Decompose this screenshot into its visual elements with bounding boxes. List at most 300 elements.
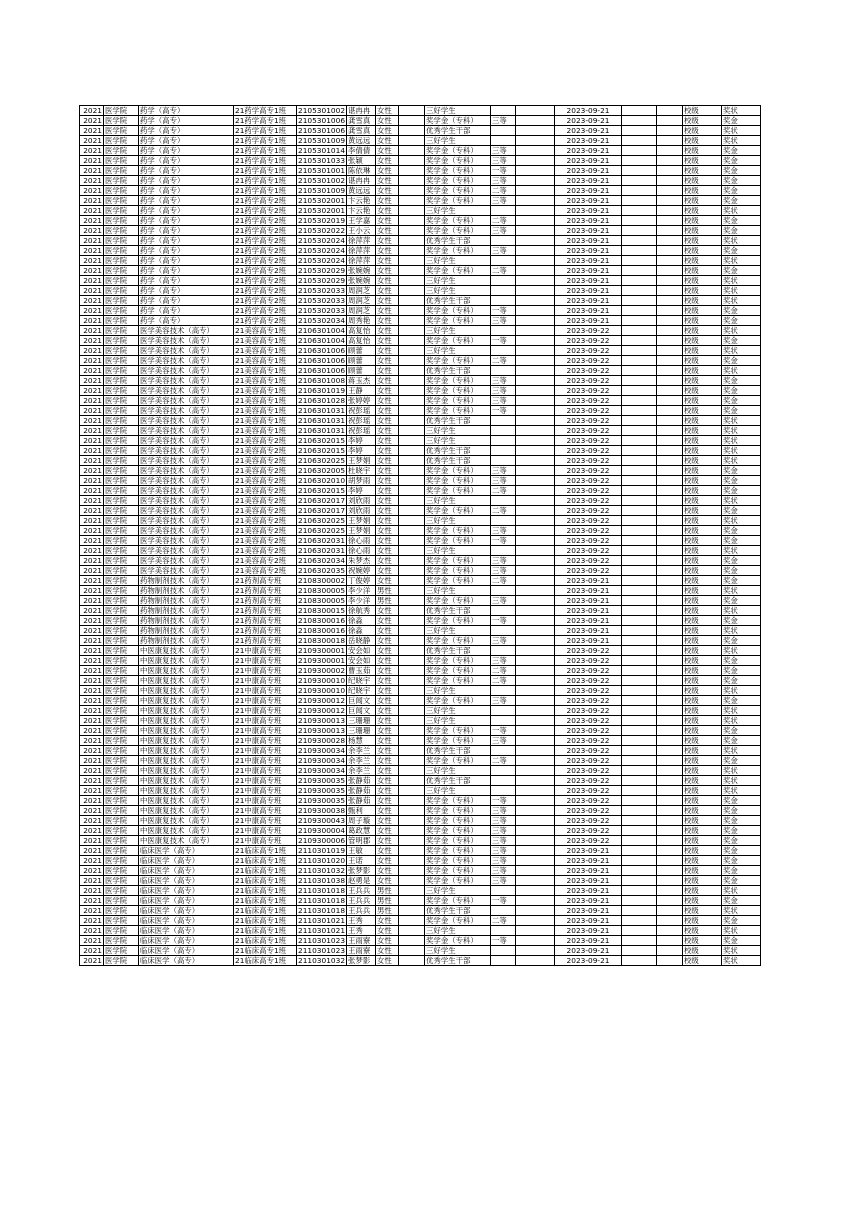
- cell-blank-a: [399, 526, 425, 536]
- cell-blank-c: [622, 366, 657, 376]
- cell-class: 21美容高专1班: [234, 426, 297, 436]
- cell-blank-a: [399, 456, 425, 466]
- cell-blank-d: [657, 816, 683, 826]
- cell-gender: 女性: [376, 256, 399, 266]
- cell-student-id: 2109300035: [298, 796, 346, 805]
- cell-blank-b: [516, 546, 555, 556]
- cell-blank-a: [399, 876, 425, 886]
- cell-student-id: 2109300001: [298, 646, 346, 655]
- cell-award-type: 奖金: [722, 396, 761, 406]
- cell-gender: 男性: [376, 906, 399, 916]
- cell-award-level: 二等: [491, 576, 516, 586]
- cell-blank-b: [516, 836, 555, 846]
- cell-student-name: 蒋玉杰: [347, 376, 376, 386]
- cell-blank-d: [657, 956, 683, 966]
- cell-award-rank: 校级: [683, 886, 722, 896]
- cell-gender: 女性: [376, 486, 399, 496]
- cell-student-id: 2105302033: [298, 306, 346, 315]
- cell-award-date: 2023-09-21: [555, 916, 622, 926]
- cell-blank-b: [516, 216, 555, 226]
- cell-blank-a: [399, 136, 425, 146]
- cell-award-type: 奖金: [722, 356, 761, 366]
- cell-blank-c: [622, 326, 657, 336]
- cell-award-date: 2023-09-22: [555, 806, 622, 816]
- cell-blank-c: [622, 916, 657, 926]
- table-row: [80, 266, 761, 276]
- cell-class: 21药学高专2班: [234, 266, 297, 276]
- cell-blank-b: [516, 576, 555, 586]
- cell-student-name: 徐萍萍: [347, 236, 376, 246]
- cell-major: 中医康复技术（高专）: [139, 676, 234, 686]
- table-row: [80, 666, 761, 676]
- cell-award-rank: 校级: [683, 756, 722, 766]
- cell-award-rank: 校级: [683, 506, 722, 516]
- cell-blank-b: [516, 866, 555, 876]
- cell-award-type: 奖状: [722, 136, 761, 146]
- cell-award-rank: 校级: [683, 916, 722, 926]
- cell-award-type: 奖状: [722, 256, 761, 266]
- cell-student-id: 2105302024: [298, 246, 346, 255]
- cell-award-date: 2023-09-22: [555, 436, 622, 446]
- cell-award-name: 奖学金（专科）: [425, 666, 491, 676]
- table-row: [80, 496, 761, 506]
- cell-award-type: 奖金: [722, 316, 761, 326]
- cell-grade: 2021: [80, 866, 104, 876]
- cell-award-date: 2023-09-22: [555, 496, 622, 506]
- cell-award-rank: 校级: [683, 686, 722, 696]
- cell-blank-d: [657, 196, 683, 206]
- cell-award-date: 2023-09-22: [555, 376, 622, 386]
- cell-grade: 2021: [80, 536, 104, 546]
- cell-award-name: 奖学金（专科）: [425, 386, 491, 396]
- cell-major: 医学美容技术（高专）: [139, 476, 234, 486]
- cell-award-name: 奖学金（专科）: [425, 866, 491, 876]
- cell-award-name: 三好学生: [425, 926, 491, 936]
- cell-grade: 2021: [80, 826, 104, 836]
- cell-blank-c: [622, 796, 657, 806]
- cell-blank-a: [399, 676, 425, 686]
- cell-student-name: 杨慧: [347, 736, 376, 746]
- cell-award-type: 奖金: [722, 116, 761, 126]
- cell-blank-a: [399, 386, 425, 396]
- cell-grade: 2021: [80, 776, 104, 786]
- cell-award-type: 奖金: [722, 186, 761, 196]
- cell-college: 医学院: [104, 556, 139, 566]
- cell-student-name: 岳晓静: [347, 636, 376, 646]
- cell-major: 中医康复技术（高专）: [139, 666, 234, 676]
- cell-blank-b: [516, 646, 555, 656]
- cell-award-name: 三好学生: [425, 886, 491, 896]
- cell-blank-b: [516, 266, 555, 276]
- cell-award-name: 奖学金（专科）: [425, 566, 491, 576]
- cell-grade: 2021: [80, 746, 104, 756]
- cell-award-level: 二等: [491, 756, 516, 766]
- cell-gender: 女性: [376, 536, 399, 546]
- cell-award-rank: 校级: [683, 626, 722, 636]
- cell-student-name: 余李兰: [347, 746, 376, 756]
- cell-class: 21中康高专班: [234, 686, 297, 696]
- cell-gender: 女性: [376, 846, 399, 856]
- cell-award-level: 三等: [491, 806, 516, 816]
- cell-award-rank: 校级: [683, 276, 722, 286]
- cell-award-rank: 校级: [683, 216, 722, 226]
- cell-student-id: 2106301004: [298, 336, 346, 345]
- cell-award-rank: 校级: [683, 386, 722, 396]
- cell-college: 医学院: [104, 126, 139, 136]
- cell-grade: 2021: [80, 296, 104, 306]
- cell-award-type: 奖状: [722, 446, 761, 456]
- cell-class: 21美容高专2班: [234, 436, 297, 446]
- cell-award-date: 2023-09-21: [555, 886, 622, 896]
- cell-award-type: 奖金: [722, 856, 761, 866]
- cell-award-type: 奖金: [722, 156, 761, 166]
- cell-blank-c: [622, 426, 657, 436]
- cell-class: 21美容高专1班: [234, 376, 297, 386]
- cell-student-id: 2105302029: [298, 276, 346, 285]
- cell-award-level: [491, 206, 516, 216]
- cell-class: 21中康高专班: [234, 696, 297, 706]
- cell-grade: 2021: [80, 946, 104, 956]
- cell-class: 21中康高专班: [234, 676, 297, 686]
- cell-grade: 2021: [80, 836, 104, 846]
- cell-blank-c: [622, 636, 657, 646]
- cell-major: 药物制剂技术（高专）: [139, 576, 234, 586]
- cell-student-name: 巨闻文: [347, 706, 376, 716]
- cell-blank-b: [516, 816, 555, 826]
- cell-award-date: 2023-09-21: [555, 186, 622, 196]
- cell-blank-c: [622, 536, 657, 546]
- cell-student-name: 张婷婷: [347, 396, 376, 406]
- cell-award-level: 二等: [491, 186, 516, 196]
- cell-blank-d: [657, 346, 683, 356]
- cell-grade: 2021: [80, 316, 104, 326]
- cell-blank-a: [399, 756, 425, 766]
- cell-award-rank: 校级: [683, 546, 722, 556]
- cell-blank-d: [657, 856, 683, 866]
- cell-major: 中医康复技术（高专）: [139, 746, 234, 756]
- table-row: [80, 396, 761, 406]
- cell-award-date: 2023-09-21: [555, 866, 622, 876]
- cell-student-name: 安会如: [347, 646, 376, 656]
- cell-blank-d: [657, 766, 683, 776]
- table-row: [80, 186, 761, 196]
- table-row: [80, 856, 761, 866]
- cell-award-rank: 校级: [683, 816, 722, 826]
- cell-gender: 女性: [376, 746, 399, 756]
- cell-blank-c: [622, 876, 657, 886]
- cell-college: 医学院: [104, 386, 139, 396]
- cell-blank-b: [516, 426, 555, 436]
- table-row: [80, 756, 761, 766]
- cell-student-name: 三珊珊: [347, 726, 376, 736]
- cell-major: 医学美容技术（高专）: [139, 386, 234, 396]
- cell-award-type: 奖金: [722, 336, 761, 346]
- cell-award-type: 奖金: [722, 466, 761, 476]
- cell-college: 医学院: [104, 186, 139, 196]
- cell-award-rank: 校级: [683, 636, 722, 646]
- cell-major: 中医康复技术（高专）: [139, 646, 234, 656]
- cell-blank-c: [622, 176, 657, 186]
- cell-grade: 2021: [80, 656, 104, 666]
- cell-blank-b: [516, 206, 555, 216]
- cell-award-rank: 校级: [683, 446, 722, 456]
- cell-blank-d: [657, 726, 683, 736]
- cell-blank-a: [399, 216, 425, 226]
- cell-award-name: 三好学生: [425, 436, 491, 446]
- cell-grade: 2021: [80, 846, 104, 856]
- cell-student-id: 2110301018: [298, 896, 346, 905]
- table-row: [80, 446, 761, 456]
- cell-blank-b: [516, 626, 555, 636]
- cell-student-name: 黄远远: [347, 136, 376, 146]
- cell-award-date: 2023-09-22: [555, 456, 622, 466]
- cell-major: 临床医学（高专）: [139, 946, 234, 956]
- table-row: [80, 566, 761, 576]
- cell-major: 药学（高专）: [139, 296, 234, 306]
- cell-award-rank: 校级: [683, 936, 722, 946]
- cell-gender: 女性: [376, 686, 399, 696]
- cell-class: 21临床高专1班: [234, 886, 297, 896]
- cell-student-id: 2105302034: [298, 316, 346, 325]
- cell-class: 21美容高专1班: [234, 356, 297, 366]
- cell-gender: 女性: [376, 646, 399, 656]
- cell-grade: 2021: [80, 736, 104, 746]
- cell-award-name: 优秀学生干部: [425, 746, 491, 756]
- cell-blank-b: [516, 916, 555, 926]
- cell-award-level: [491, 956, 516, 966]
- cell-class: 21药学高专2班: [234, 236, 297, 246]
- cell-award-level: [491, 926, 516, 936]
- cell-class: 21美容高专1班: [234, 326, 297, 336]
- cell-college: 医学院: [104, 236, 139, 246]
- cell-award-date: 2023-09-22: [555, 766, 622, 776]
- cell-college: 医学院: [104, 406, 139, 416]
- cell-award-rank: 校级: [683, 206, 722, 216]
- cell-student-id: 2109300001: [298, 656, 346, 665]
- cell-gender: 女性: [376, 396, 399, 406]
- cell-blank-d: [657, 226, 683, 236]
- cell-gender: 女性: [376, 316, 399, 326]
- cell-award-date: 2023-09-22: [555, 716, 622, 726]
- cell-award-date: 2023-09-22: [555, 356, 622, 366]
- cell-blank-d: [657, 276, 683, 286]
- cell-student-id: 2106301008: [298, 376, 346, 385]
- cell-grade: 2021: [80, 176, 104, 186]
- cell-student-id: 2106301004: [298, 326, 346, 335]
- cell-college: 医学院: [104, 526, 139, 536]
- cell-award-date: 2023-09-21: [555, 576, 622, 586]
- cell-class: 21临床高专1班: [234, 906, 297, 916]
- cell-blank-c: [622, 246, 657, 256]
- cell-award-rank: 校级: [683, 136, 722, 146]
- cell-blank-c: [622, 756, 657, 766]
- cell-college: 医学院: [104, 396, 139, 406]
- cell-award-rank: 校级: [683, 946, 722, 956]
- cell-blank-b: [516, 566, 555, 576]
- cell-student-name: 祝婉婷: [347, 566, 376, 576]
- cell-award-level: 三等: [491, 556, 516, 566]
- cell-college: 医学院: [104, 636, 139, 646]
- table-row: [80, 106, 761, 116]
- cell-award-level: 三等: [491, 146, 516, 156]
- cell-blank-a: [399, 896, 425, 906]
- cell-grade: 2021: [80, 266, 104, 276]
- table-row: [80, 906, 761, 916]
- cell-student-name: 李少洋: [347, 586, 376, 596]
- cell-award-rank: 校级: [683, 956, 722, 966]
- cell-award-type: 奖金: [722, 866, 761, 876]
- table-row: [80, 606, 761, 616]
- table-row: [80, 716, 761, 726]
- cell-blank-d: [657, 156, 683, 166]
- cell-grade: 2021: [80, 306, 104, 316]
- table-row: [80, 766, 761, 776]
- cell-blank-d: [657, 636, 683, 646]
- cell-college: 医学院: [104, 906, 139, 916]
- cell-award-name: 三好学生: [425, 206, 491, 216]
- cell-student-name: 赵勇是: [347, 876, 376, 886]
- cell-blank-c: [622, 506, 657, 516]
- cell-award-level: [491, 516, 516, 526]
- cell-class: 21药学高专2班: [234, 256, 297, 266]
- cell-student-name: 纪晓宇: [347, 676, 376, 686]
- cell-blank-c: [622, 736, 657, 746]
- cell-student-name: 卞云艳: [347, 196, 376, 206]
- cell-award-date: 2023-09-21: [555, 956, 622, 966]
- cell-award-rank: 校级: [683, 196, 722, 206]
- cell-award-name: 优秀学生干部: [425, 446, 491, 456]
- cell-award-name: 三好学生: [425, 946, 491, 956]
- cell-blank-b: [516, 756, 555, 766]
- cell-major: 临床医学（高专）: [139, 956, 234, 966]
- cell-class: 21中康高专班: [234, 706, 297, 716]
- cell-award-name: 三好学生: [425, 326, 491, 336]
- cell-student-name: 王雨寮: [347, 936, 376, 946]
- cell-student-name: 王兵兵: [347, 906, 376, 916]
- cell-gender: 女性: [376, 926, 399, 936]
- cell-class: 21中康高专班: [234, 816, 297, 826]
- cell-grade: 2021: [80, 456, 104, 466]
- cell-award-level: [491, 286, 516, 296]
- cell-class: 21美容高专2班: [234, 476, 297, 486]
- cell-student-id: 2110301023: [298, 936, 346, 945]
- cell-award-type: 奖状: [722, 286, 761, 296]
- cell-award-date: 2023-09-22: [555, 406, 622, 416]
- cell-student-name: 王梦娟: [347, 516, 376, 526]
- cell-blank-d: [657, 266, 683, 276]
- cell-award-type: 奖金: [722, 476, 761, 486]
- cell-award-rank: 校级: [683, 856, 722, 866]
- table-row: [80, 816, 761, 826]
- cell-award-type: 奖状: [722, 706, 761, 716]
- cell-college: 医学院: [104, 846, 139, 856]
- cell-award-name: 奖学金（专科）: [425, 806, 491, 816]
- cell-award-type: 奖金: [722, 616, 761, 626]
- cell-award-date: 2023-09-22: [555, 836, 622, 846]
- cell-major: 中医康复技术（高专）: [139, 686, 234, 696]
- table-row: [80, 706, 761, 716]
- cell-student-id: 2106302025: [298, 526, 346, 535]
- table-row: [80, 646, 761, 656]
- cell-award-rank: 校级: [683, 786, 722, 796]
- cell-award-date: 2023-09-21: [555, 146, 622, 156]
- cell-award-type: 奖状: [722, 766, 761, 776]
- cell-blank-c: [622, 456, 657, 466]
- cell-grade: 2021: [80, 956, 104, 966]
- cell-college: 医学院: [104, 156, 139, 166]
- table-row: [80, 416, 761, 426]
- cell-blank-c: [622, 356, 657, 366]
- cell-award-level: [491, 706, 516, 716]
- cell-blank-c: [622, 186, 657, 196]
- cell-student-id: 2105301002: [298, 176, 346, 185]
- cell-major: 药学（高专）: [139, 106, 234, 116]
- cell-grade: 2021: [80, 586, 104, 596]
- cell-college: 医学院: [104, 466, 139, 476]
- cell-blank-d: [657, 596, 683, 606]
- cell-blank-c: [622, 496, 657, 506]
- cell-grade: 2021: [80, 546, 104, 556]
- cell-college: 医学院: [104, 646, 139, 656]
- cell-award-level: 二等: [491, 486, 516, 496]
- cell-class: 21药剂高专班: [234, 636, 297, 646]
- cell-gender: 女性: [376, 656, 399, 666]
- cell-blank-a: [399, 316, 425, 326]
- cell-blank-b: [516, 236, 555, 246]
- cell-gender: 女性: [376, 606, 399, 616]
- cell-blank-b: [516, 496, 555, 506]
- cell-grade: 2021: [80, 606, 104, 616]
- cell-gender: 男性: [376, 896, 399, 906]
- table-row: [80, 826, 761, 836]
- cell-blank-d: [657, 906, 683, 916]
- cell-award-type: 奖状: [722, 786, 761, 796]
- cell-grade: 2021: [80, 426, 104, 436]
- cell-award-level: 三等: [491, 376, 516, 386]
- cell-college: 医学院: [104, 246, 139, 256]
- cell-college: 医学院: [104, 456, 139, 466]
- cell-grade: 2021: [80, 196, 104, 206]
- cell-college: 医学院: [104, 536, 139, 546]
- cell-blank-c: [622, 486, 657, 496]
- cell-award-level: 三等: [491, 836, 516, 846]
- cell-award-type: 奖金: [722, 676, 761, 686]
- cell-student-name: 周润芝: [347, 306, 376, 316]
- cell-blank-d: [657, 676, 683, 686]
- cell-blank-a: [399, 816, 425, 826]
- cell-award-level: [491, 886, 516, 896]
- cell-blank-d: [657, 316, 683, 326]
- cell-grade: 2021: [80, 516, 104, 526]
- cell-college: 医学院: [104, 676, 139, 686]
- cell-student-name: 李婷: [347, 486, 376, 496]
- cell-major: 中医康复技术（高专）: [139, 826, 234, 836]
- cell-award-date: 2023-09-21: [555, 876, 622, 886]
- cell-college: 医学院: [104, 366, 139, 376]
- cell-college: 医学院: [104, 796, 139, 806]
- cell-student-id: 2110301038: [298, 876, 346, 885]
- cell-award-name: 奖学金（专科）: [425, 216, 491, 226]
- cell-college: 医学院: [104, 946, 139, 956]
- cell-blank-d: [657, 886, 683, 896]
- cell-award-name: 奖学金（专科）: [425, 696, 491, 706]
- cell-blank-a: [399, 286, 425, 296]
- cell-award-level: 三等: [491, 876, 516, 886]
- cell-award-type: 奖状: [722, 126, 761, 136]
- cell-blank-d: [657, 526, 683, 536]
- cell-blank-a: [399, 376, 425, 386]
- cell-award-date: 2023-09-21: [555, 936, 622, 946]
